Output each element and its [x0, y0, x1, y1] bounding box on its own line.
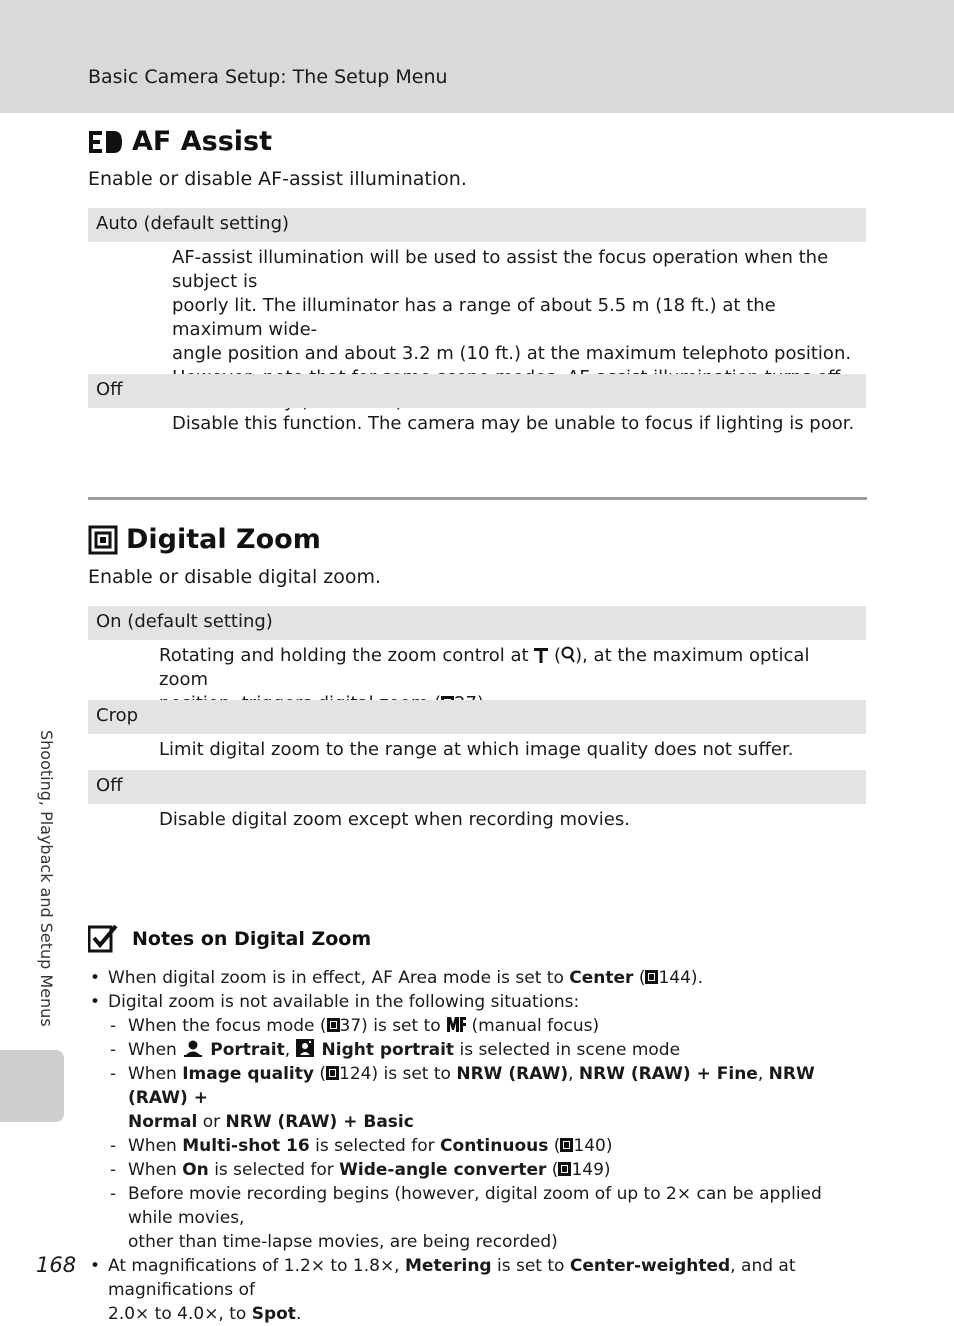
text: ( [313, 1064, 327, 1084]
list-item [88, 966, 870, 990]
option-label: Auto (default setting) [96, 213, 290, 234]
text: 149) [571, 1160, 611, 1180]
option-bar-on [88, 606, 866, 640]
sub-list-item [88, 1158, 870, 1182]
section-divider [88, 497, 867, 500]
text: . [295, 1304, 302, 1324]
page-number: 168 [36, 1253, 77, 1277]
text: , [284, 1040, 296, 1060]
desc-line: poorly lit. The illuminator has a range of about 5.5 m (18 ft.) at the maximum wide- [172, 295, 776, 340]
text: When [128, 1040, 183, 1060]
text: ( [548, 645, 562, 666]
side-section-label [38, 730, 58, 1040]
text: ( [546, 1160, 559, 1180]
text: When [128, 1064, 183, 1084]
af-assist-title-text: AF Assist [132, 126, 273, 157]
bold-text: Multi-shot 16 [182, 1136, 310, 1156]
option-label: Crop [96, 705, 139, 726]
text: is set to [491, 1256, 570, 1276]
option-desc-off: Disable this function. The camera may be unable to focus if lighting is poor. [172, 413, 855, 434]
option-bar-auto [88, 208, 866, 242]
option-bar-off [88, 374, 866, 408]
text: other than time-lapse movies, are being recorded) [128, 1232, 558, 1252]
bold-text: Wide-angle converter [339, 1160, 547, 1180]
text: , [757, 1064, 769, 1084]
af-assist-lead: Enable or disable AF-assist illumination. [88, 168, 467, 190]
page-reference-icon [645, 970, 658, 984]
digital-zoom-lead: Enable or disable digital zoom. [88, 566, 382, 588]
option-desc-crop: Limit digital zoom to the range at which image quality does not suffer. [159, 739, 794, 760]
text: When [128, 1160, 183, 1180]
notes-list [88, 966, 870, 1326]
list-item [88, 990, 870, 1014]
text: When [128, 1136, 183, 1156]
text: ( [633, 968, 646, 988]
digital-zoom-title-text: Digital Zoom [126, 524, 321, 555]
text: is selected for [208, 1160, 340, 1180]
bold-text: NRW (RAW) + Basic [225, 1112, 414, 1132]
notes-title: Notes on Digital Zoom [132, 928, 372, 950]
bold-text: NRW (RAW) + Fine [578, 1064, 758, 1084]
desc-line: angle position and about 3.2 m (10 ft.) at the maximum telephoto position. [172, 343, 852, 364]
night-portrait-icon [296, 1039, 314, 1057]
bold-text: Center [569, 968, 634, 988]
side-label-text: Shooting, Playback and Setup Menus [37, 730, 56, 1027]
portrait-scene-icon [182, 1039, 204, 1057]
text: , [568, 1064, 579, 1084]
bold-text: Metering [405, 1256, 492, 1276]
page-reference-icon [327, 1018, 340, 1032]
text: At magnifications of 1.2× to 1.8×, [108, 1256, 405, 1276]
text: is selected for [309, 1136, 441, 1156]
bold-text: Image quality [182, 1064, 314, 1084]
text: When the focus mode ( [128, 1016, 327, 1036]
bold-text: On [182, 1160, 209, 1180]
text: 124) is set to [339, 1064, 457, 1084]
sub-list-item [88, 1062, 870, 1134]
text: ), at the maximum optical zoom [159, 645, 810, 690]
text: When digital zoom is in effect, AF Area mode is set to [108, 968, 570, 988]
text: (manual focus) [466, 1016, 600, 1036]
bold-text: Normal [128, 1112, 198, 1132]
digital-zoom-title [88, 524, 321, 555]
option-bar-off-zoom [88, 770, 866, 804]
digital-zoom-icon [88, 525, 118, 555]
telephoto-t-icon [534, 647, 548, 663]
option-label: Off [96, 775, 123, 796]
af-assist-title [88, 126, 272, 157]
header-band [0, 0, 954, 113]
text: 2.0× to 4.0×, to [108, 1304, 252, 1324]
option-desc-off-zoom: Disable digital zoom except when recording movies. [159, 809, 630, 830]
header-title: Basic Camera Setup: The Setup Menu [88, 66, 448, 88]
text: 144). [658, 968, 703, 988]
bold-text: NRW (RAW) + [128, 1064, 815, 1108]
text: 37) is set to [339, 1016, 447, 1036]
option-bar-crop [88, 700, 866, 734]
text: - Before movie recording begins (however, digital zoom of up to 2× can be applied while movies, [128, 1184, 822, 1228]
page-reference-icon [558, 1162, 571, 1176]
text: , and at magnifications of [108, 1256, 796, 1300]
magnify-icon [561, 646, 575, 663]
text: ( [548, 1136, 561, 1156]
manual-focus-icon [446, 1016, 466, 1033]
notes-heading [88, 924, 371, 954]
bold-text: Spot [251, 1304, 296, 1324]
option-label: On (default setting) [96, 611, 273, 632]
side-tab-marker [0, 1050, 64, 1122]
checkmark-note-icon [88, 924, 118, 954]
text: 140) [573, 1136, 613, 1156]
text: or [197, 1112, 226, 1132]
af-assist-icon [88, 128, 124, 156]
option-label: Off [96, 379, 123, 400]
text: Digital zoom is not available in the following situations: [108, 992, 580, 1012]
bold-text: NRW (RAW) [456, 1064, 569, 1084]
sub-list-item [88, 1182, 870, 1254]
sub-list-item [88, 1014, 870, 1038]
sub-list-item [88, 1038, 870, 1062]
bold-text: Continuous [440, 1136, 549, 1156]
bold-text: Center-weighted [569, 1256, 731, 1276]
page-reference-icon [326, 1066, 339, 1080]
desc-line: AF-assist illumination will be used to assist the focus operation when the subject is [172, 247, 829, 292]
text: Rotating and holding the zoom control at [159, 645, 535, 666]
list-item [88, 1254, 870, 1326]
page-reference-icon [560, 1138, 573, 1152]
sub-list-item [88, 1134, 870, 1158]
bold-text: Portrait [210, 1040, 285, 1060]
text: is selected in scene mode [454, 1040, 681, 1060]
desc-line [159, 644, 859, 692]
bold-text: Night portrait [321, 1040, 455, 1060]
